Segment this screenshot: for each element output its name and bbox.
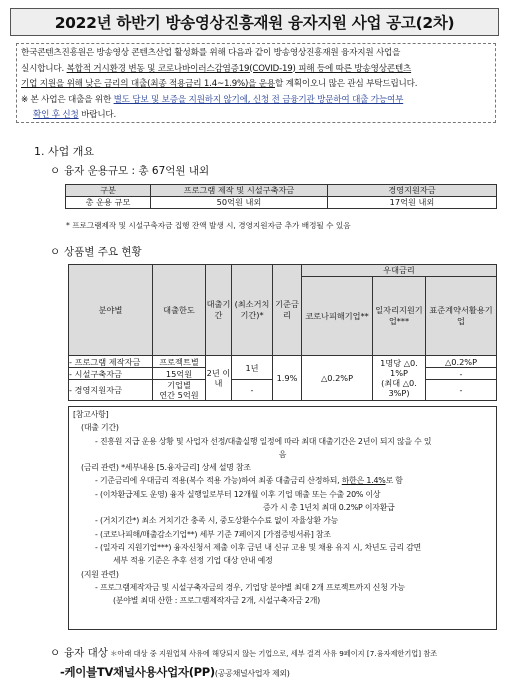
table-cell: 프로젝트별 [153, 356, 206, 368]
ref-line [73, 474, 492, 487]
reference-box [68, 406, 497, 630]
ref-line: - (이차환급제도 운영) 융자 실행일로부터 12개월 이후 기업 매출 또는 수출 20% 이상 [95, 489, 381, 499]
table-cell: 1.9% [273, 356, 302, 401]
table-cell: - 시설구축자금 [69, 368, 153, 380]
table-cell: - 경영지원자금 [69, 380, 153, 401]
th-limit: 대출한도 [153, 265, 206, 356]
table-cell: △0.2%P [426, 356, 497, 368]
table-header: 구분 [66, 185, 151, 197]
limit-line-b: 연간 5억원 [159, 390, 199, 400]
bullet-products-text: 상품별 주요 현황 [64, 246, 142, 258]
section-1-heading: 1. 사업 개요 [34, 145, 94, 158]
intro-note-d: 바랍니다. [78, 110, 117, 120]
intro-line-2 [21, 62, 491, 78]
ref-line: 세부 적용 기준은 추후 선정 기업 대상 안내 예정 [113, 556, 273, 566]
th-category: 분야별 [69, 265, 153, 356]
ref-line: - 프로그램제작자금 및 시설구축자금의 경우, 기업당 분야별 최대 2개 프로젝트까지 신청 가능 [95, 582, 405, 592]
bullet-loan-scale [50, 163, 209, 178]
table-cell [373, 356, 426, 401]
intro-line-2a: 실시합니다. [21, 63, 67, 74]
ref-line: - (코로나피해/매출감소기업**) 세부 기준 7페이지 [가점증빙서류] 참조 [95, 529, 331, 539]
table-cell: 2년 이내 [206, 356, 232, 401]
th-base-rate: 기준금리 [273, 265, 302, 356]
intro-box [16, 43, 496, 123]
bullet-loan-target-label: 융자 대상 [64, 647, 108, 659]
jobs-rate-a: 1명당 △0. [380, 358, 418, 368]
th-covid: 코로나피해기업** [302, 277, 373, 356]
ref-line: - (일자리 지원기업***) 융자신청서 제출 이후 금년 내 신규 고용 및 채용 유지 시, 차년도 금리 감면 [95, 542, 422, 552]
intro-line-3a: 기업 지원을 위해 낮은 금리의 대출(최종 적용금리 1.4~1.9%)을 운용 [21, 79, 275, 89]
table-header: 프로그램 제작 및 시설구축자금 [151, 185, 328, 197]
table-cell: - [426, 368, 497, 380]
jobs-rate-b: 1%P [390, 368, 408, 378]
bullet-loan-target [50, 645, 437, 660]
intro-note [21, 93, 491, 124]
ref-line: (지원 관련) [81, 569, 119, 579]
th-period: 대출기간 [206, 265, 232, 356]
pp-main: -케이블TV채널사용사업자(PP) [60, 665, 215, 679]
intro-note-b: 별도 담보 및 보증을 지원하지 않기에, 신청 전 금융기관 방문하여 대출 가능여부 [113, 94, 404, 105]
table-cell: 15억원 [153, 368, 206, 380]
ref-line: - 진흥원 지급 운용 상황 및 사업자 선정/대출실행 일정에 따라 최대 대출기간은 2년이 되지 않을 수 있 [95, 436, 432, 446]
table-cell: - 프로그램 제작자금 [69, 356, 153, 368]
products-table [68, 264, 497, 401]
intro-note-c: 확인 후 신청 [33, 110, 79, 120]
pp-line [60, 664, 290, 680]
table-cell: 50억원 내외 [151, 197, 328, 209]
ref-line: (대출 기간) [81, 423, 119, 433]
table-cell: 17억원 내외 [328, 197, 497, 209]
bullet-symbol: ㅇ [50, 246, 61, 258]
ref-line: - (거치기간*) 최소 거치기간 충족 시, 중도상환수수료 없이 자율상환 가능 [95, 516, 339, 526]
ref-line: 음 [278, 449, 287, 459]
pp-sub: (공공채널사업자 제외) [214, 669, 290, 678]
jobs-rate-c: (최대 △0. [381, 378, 417, 388]
bullet-loan-target-note: ＊아래 대상 중 지원업체 사유에 해당되지 않는 기업으로, 세부 결격 사유 9페이지 [7.융자제한기업] 참조 [107, 649, 438, 658]
intro-line-2b: 복합적 거시환경 변동 및 코로나바이러스감염증19(COVID-19) 피해 등에 따른 방송영상콘텐츠 [66, 63, 412, 74]
th-preferential-rate: 우대금리 [302, 265, 497, 277]
scale-table [65, 184, 497, 209]
th-jobs: 일자리지원기업*** [373, 277, 426, 356]
bullet-symbol: ㅇ [50, 647, 61, 659]
ref-line: (금리 관련) *세부내용 [5.융자금리] 상세 설명 참조 [81, 463, 251, 473]
th-standard-contract: 표준계약서활용기업 [426, 277, 497, 356]
table-cell: △0.2%P [302, 356, 373, 401]
intro-line-3 [21, 77, 491, 93]
limit-line-a: 기업별 [167, 380, 191, 390]
jobs-rate-d: 3%P) [388, 388, 410, 398]
th-grace: (최소거치기간)* [232, 265, 273, 356]
table-cell: - [232, 380, 273, 401]
bullet-symbol: ㅇ [50, 165, 61, 177]
table-cell: 총 운용 규모 [66, 197, 151, 209]
ref-line: (분야별 최대 산한 : 프로그램제작자금 2개, 시설구축자금 2개) [113, 596, 321, 606]
table-cell: - [426, 380, 497, 401]
ref-line-5b: 하한은 1.4% [341, 476, 386, 486]
table-row [69, 356, 497, 368]
table-header: 경영지원자금 [328, 185, 497, 197]
ref-line: 증가 시 총 1년치 최대 0.2%P 이자환급 [263, 503, 395, 513]
ref-title: [참고사항] [73, 410, 109, 419]
intro-line-3b: 할 계획이오니 많은 관심 부탁드립니다. [275, 79, 418, 89]
bullet-products [50, 244, 142, 259]
page-title-box [10, 8, 499, 36]
table-cell [153, 380, 206, 401]
page-title: 2022년 하반기 방송영상진흥재원 융자지원 사업 공고(2차) [54, 14, 455, 32]
table-cell: 1년 [232, 356, 273, 380]
scale-table-note: * 프로그램제작 및 시설구축자금 집행 잔액 발생 시, 경영지원자금 추가 배정될 수 있음 [66, 221, 351, 230]
table-row [66, 197, 497, 209]
bullet-loan-scale-text: 융자 운용규모 : 총 67억원 내외 [64, 165, 210, 177]
ref-line-5c: 로 함 [385, 476, 403, 486]
intro-note-a: ※ 본 사업은 대출을 위한 [21, 94, 114, 105]
ref-line-5a: - 기준금리에 우대금리 적용(복수 적용 가능)하여 최종 대출금리 산정하되, [95, 476, 342, 486]
intro-line-1: 한국콘텐츠진흥원은 방송영상 콘텐츠산업 활성화를 위해 다음과 같이 방송영상진흥재원 융자지원 사업을 [21, 48, 401, 58]
